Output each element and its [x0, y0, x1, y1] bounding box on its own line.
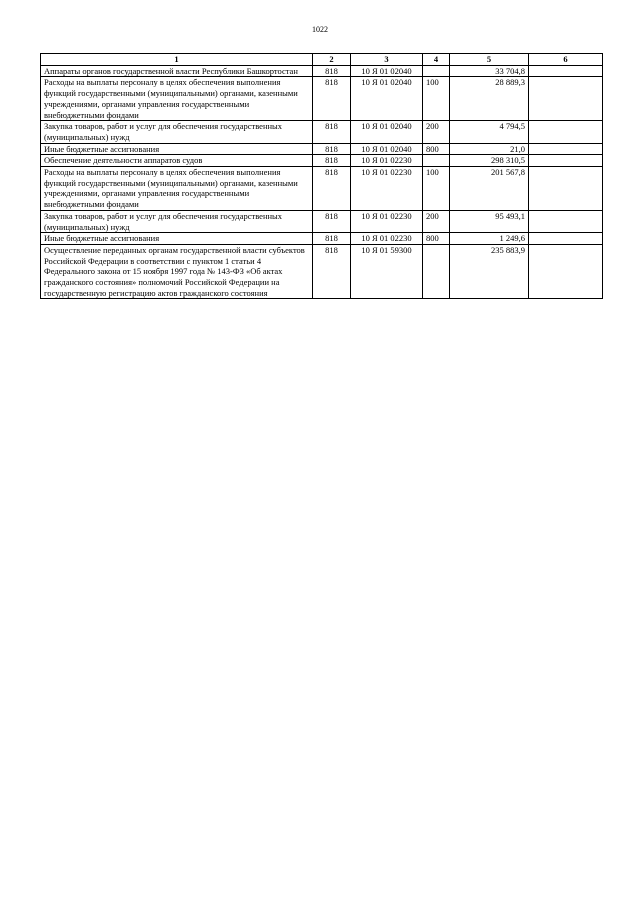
- table-row: [41, 65, 603, 77]
- column-6-cell: [529, 121, 603, 143]
- grbs-code-cell: 818: [313, 121, 351, 143]
- expense-type-cell: 100: [423, 167, 450, 211]
- table-row: [41, 155, 603, 167]
- grbs-code-cell: 818: [313, 167, 351, 211]
- expense-name-cell: Расходы на выплаты персоналу в целях обеспечения выполнения функций государственными (муниципальными) органами, казенными учреждениями, органами управления государственными внебюджетными фондами: [41, 77, 313, 121]
- target-item-cell: 10 Я 01 02230: [351, 233, 423, 245]
- column-6-cell: [529, 155, 603, 167]
- amount-cell: 1 249,6: [450, 233, 529, 245]
- amount-cell: 33 704,8: [450, 65, 529, 77]
- table-row: [41, 233, 603, 245]
- table-row: [41, 210, 603, 232]
- table-body: [41, 65, 603, 299]
- expense-type-cell: [423, 244, 450, 299]
- grbs-code-cell: 818: [313, 233, 351, 245]
- column-6-cell: [529, 77, 603, 121]
- expense-name-cell: Осуществление переданных органам государственной власти субъектов Российской Федерации в соответствии с пунктом 1 статьи 4 Федерального закона от 15 ноября 1997 года № 143-ФЗ «Об актах гражданского состояния» полномочий Российской Федерации на государственную регистрацию актов гражданского состояния: [41, 244, 313, 299]
- target-item-cell: 10 Я 01 02230: [351, 167, 423, 211]
- amount-cell: 4 794,5: [450, 121, 529, 143]
- table-row: [41, 244, 603, 299]
- amount-cell: 28 889,3: [450, 77, 529, 121]
- column-header-4: 4: [423, 54, 450, 66]
- expense-name-cell: Аппараты органов государственной власти Республики Башкортостан: [41, 65, 313, 77]
- column-header-5: 5: [450, 54, 529, 66]
- column-6-cell: [529, 167, 603, 211]
- column-header-6: 6: [529, 54, 603, 66]
- column-header-1: 1: [41, 54, 313, 66]
- target-item-cell: 10 Я 01 02230: [351, 155, 423, 167]
- grbs-code-cell: 818: [313, 244, 351, 299]
- expense-type-cell: [423, 65, 450, 77]
- grbs-code-cell: 818: [313, 210, 351, 232]
- column-6-cell: [529, 65, 603, 77]
- column-header-2: 2: [313, 54, 351, 66]
- target-item-cell: 10 Я 01 02040: [351, 65, 423, 77]
- expense-name-cell: Иные бюджетные ассигнования: [41, 233, 313, 245]
- amount-cell: 201 567,8: [450, 167, 529, 211]
- expense-type-cell: 200: [423, 121, 450, 143]
- target-item-cell: 10 Я 01 59300: [351, 244, 423, 299]
- header-row: [41, 54, 603, 66]
- amount-cell: 95 493,1: [450, 210, 529, 232]
- target-item-cell: 10 Я 01 02040: [351, 77, 423, 121]
- expense-name-cell: Расходы на выплаты персоналу в целях обеспечения выполнения функций государственными (муниципальными) органами, казенными учреждениями, органами управления государственными внебюджетными фондами: [41, 167, 313, 211]
- target-item-cell: 10 Я 01 02040: [351, 121, 423, 143]
- table-row: [41, 77, 603, 121]
- expense-type-cell: [423, 155, 450, 167]
- target-item-cell: 10 Я 01 02040: [351, 143, 423, 155]
- expense-name-cell: Иные бюджетные ассигнования: [41, 143, 313, 155]
- column-6-cell: [529, 143, 603, 155]
- page-number: 1022: [312, 25, 328, 34]
- table-header: [41, 54, 603, 66]
- column-6-cell: [529, 244, 603, 299]
- budget-table: [40, 53, 603, 299]
- expense-name-cell: Обеспечение деятельности аппаратов судов: [41, 155, 313, 167]
- expense-name-cell: Закупка товаров, работ и услуг для обеспечения государственных (муниципальных) нужд: [41, 121, 313, 143]
- expense-type-cell: 200: [423, 210, 450, 232]
- amount-cell: 235 883,9: [450, 244, 529, 299]
- grbs-code-cell: 818: [313, 77, 351, 121]
- grbs-code-cell: 818: [313, 65, 351, 77]
- amount-cell: 298 310,5: [450, 155, 529, 167]
- table-row: [41, 121, 603, 143]
- grbs-code-cell: 818: [313, 143, 351, 155]
- expense-type-cell: 800: [423, 143, 450, 155]
- column-6-cell: [529, 233, 603, 245]
- table-row: [41, 167, 603, 211]
- expense-type-cell: 800: [423, 233, 450, 245]
- expense-name-cell: Закупка товаров, работ и услуг для обеспечения государственных (муниципальных) нужд: [41, 210, 313, 232]
- amount-cell: 21,0: [450, 143, 529, 155]
- expense-type-cell: 100: [423, 77, 450, 121]
- column-6-cell: [529, 210, 603, 232]
- target-item-cell: 10 Я 01 02230: [351, 210, 423, 232]
- table-row: [41, 143, 603, 155]
- column-header-3: 3: [351, 54, 423, 66]
- grbs-code-cell: 818: [313, 155, 351, 167]
